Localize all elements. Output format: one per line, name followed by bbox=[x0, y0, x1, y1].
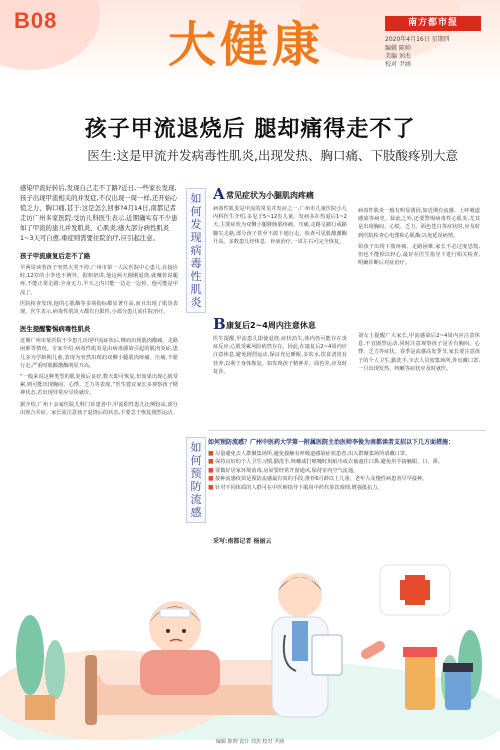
section-a-body: 病毒性肌炎是甲流的常见并发症之一,广州市儿童医院小儿内科医生介绍,多见于5~12岁儿童。发病多在热退后1~2天,主要症状为双侧小腿腓肠肌疼痛、压痛,走路呈跛行或踮脚尖走路,部分孩子甚至不敢下地行走。检查可见肌酸激酶升高。多数患儿经休息、补液治疗,一周左右可完全恢复。 bbox=[213, 206, 347, 245]
col1-paragraph: 早两周读着孩子突然大哭不停,广州市第一人民医院中心患儿,在接诊时,12岁的小李也不例外。据奶奶讲,他这两天刚刚退烧,就嚷着说腿疼,不能正常走路,全身无力,半天之内只能一边走一边停。他可能是甲流了。 bbox=[20, 265, 178, 296]
section-title: 大健康 bbox=[168, 17, 325, 73]
clipboard-icon bbox=[312, 635, 342, 675]
bullet-icon: ■ bbox=[208, 475, 214, 483]
vertical-tag-myositis: 如何发现病毒性肌炎 bbox=[186, 188, 206, 313]
medical-illustration bbox=[0, 545, 500, 740]
section-letter: B bbox=[213, 315, 226, 333]
col1-paragraph: “一般来说这种类型的肌炎预后良好,数天即可恢复,但如果出现心肌受累,则可能出现胸闷、心悸、乏力等表现。”医生建议家长多观察孩子精神状态,若出现异常应尽快就诊。 bbox=[20, 374, 178, 397]
byline: 采写:南都记者 杨丽云 bbox=[213, 538, 272, 545]
page-footer: 编辑 陈帅 设计 刘杰 校对 尹涵 bbox=[216, 739, 284, 745]
proofreader-credit: 校对 尹涵 bbox=[385, 61, 411, 68]
editor-credit: 编辑 陈帅 bbox=[385, 45, 411, 52]
section-divider bbox=[208, 430, 486, 431]
section-b-continued bbox=[358, 332, 480, 373]
col1-paragraph: 据介绍,广州十余家医院儿科门诊患者中,甲流阳性患儿比例较高,部分出现合并症。家长需注意孩子退烧后的状态,不要急于恢复剧烈运动。 bbox=[20, 401, 178, 416]
tip-item: ■ 保持良好的个人卫生习惯,勤洗手,咳嗽或打喷嚏时用纸巾或衣袖遮住口鼻,避免用手接触眼、口、鼻。 bbox=[208, 458, 444, 466]
col1-paragraph: 近期广州市某医院不少患儿出现甲流症状后,继而出现肌肉酸痛、走路困难等情况。专家介绍,病毒性肌炎是由病毒感染引起的肌肉炎症,患儿多为学龄期儿童,表现为突然出现的双侧小腿肌肉疼痛、压痛,不愿行走,严重时肌酸激酶明显升高。 bbox=[20, 338, 178, 369]
medicine-kit-icon bbox=[380, 565, 450, 615]
bullet-icon: ■ bbox=[208, 450, 214, 457]
col1-subhead-2: 医生提醒警惕病毒性肌炎 bbox=[20, 325, 91, 334]
vertical-tag-prevention: 如何预防流感 bbox=[186, 437, 206, 523]
section-b bbox=[213, 315, 347, 376]
tips-title: 如何预防流感？广州中医药大学第一附属医院主治医师李俊为南都读者支招以下几方面措施： bbox=[208, 439, 455, 446]
section-b-heading bbox=[213, 315, 347, 333]
bullet-icon: ■ bbox=[208, 466, 214, 474]
section-a-continued-p2: 如孩子出现下肢疼痛、走路困难,家长不必过度恐慌,但也不能掉以轻心,最好在医生指导下进行相关检查,明确诊断后对症治疗。 bbox=[358, 243, 480, 267]
bullet-icon: ■ bbox=[208, 483, 214, 491]
designer-credit: 美编 刘杰 bbox=[385, 53, 411, 60]
prevention-tips bbox=[208, 437, 486, 492]
issue-date: 2020年4月16日 星期四 bbox=[385, 36, 450, 43]
page-headline: 孩子甲流退烧后 腿却痛得走不了 bbox=[84, 117, 416, 142]
paper-logo: 南方都市报 bbox=[385, 16, 481, 31]
tip-item: ■ 针对不同体质的人群可在中医师指导下服用中药代茶饮调理,增强抵抗力。 bbox=[208, 483, 383, 491]
section-b-title: 康复后2~4周内注意休息 bbox=[226, 321, 316, 330]
masthead bbox=[0, 0, 500, 78]
section-b-body: 医生提醒,甲流患儿即使退烧,症状消失,体内仍可能存在炎症反应,心肌受累风险依然存在。因此,在康复后2~4周内应注意休息,避免剧烈运动,保证充足睡眠,多饮水,饮食清淡有营养,以利于身体恢复。如发现孩子精神差、面色差,应及时复诊。 bbox=[213, 336, 347, 375]
section-a bbox=[213, 185, 347, 246]
tip-item: ■ 尽量避免去人群聚集场所,避免接触有呼吸道感染症状患者,出入群聚集场所请戴口罩。 bbox=[208, 450, 411, 457]
tip-item: ■ 要做好居家环境消毒,房屋要经常开窗通风,保持室内空气流通。 bbox=[208, 466, 359, 474]
section-b-continued-body: 刘女士提醒广大家长,甲流感染后2~4周内应注意休息,不宜剧烈运动,同时注意观察孩子是否有胸闷、心悸、乏力等症状。春季是流感高发季节,家长要注意孩子的个人卫生,勤洗手,少去人员密集场所,外出戴口罩,一旦出现发热、咳嗽等症状应及时就医。 bbox=[358, 333, 480, 372]
col1-paragraph: 医院检查发现,他的心肌酶等多项指标都显著升高,而且出现了肌炎表现。医生表示,病毒性肌炎大都有自限性,小部分患儿需住院治疗。 bbox=[20, 300, 178, 316]
lead-column bbox=[20, 183, 178, 417]
section-a-heading bbox=[213, 185, 347, 203]
bullet-icon: ■ bbox=[208, 458, 214, 466]
section-letter: A bbox=[213, 185, 225, 203]
section-a-continued bbox=[358, 207, 480, 267]
page-number: B08 bbox=[14, 8, 58, 33]
section-a-title: 常见症状为小腿肌肉疼痛 bbox=[226, 191, 314, 200]
page-subheadline: 医生:这是甲流并发病毒性肌炎,出现发热、胸口痛、下肢酸疼别大意 bbox=[87, 148, 458, 163]
tip-item: ■ 接种流感疫苗是预防流感最有效的手段,推荐6月龄以上儿童、老年人及慢性病患者尽早接种。 bbox=[208, 475, 428, 483]
lead-paragraph: 感染甲流好转后,发现自己走不了路?近日,一些家长发现,孩子出现甲流相关的并发症,不仅出现一周一样,还开始心慌乏力、胸口痛,甚于:这是怎么回事?4月14日,南都记者走访广州多家医院,受访儿科医生表示,近期确实有不少患如了甲流的患儿并发肌炎、心肌炎;感大部分病性肌炎1~3天可自愈,重症则需要住院治疗,应引起注意。 bbox=[20, 184, 178, 242]
col1-subhead-1: 孩子甲流康复后走不了路 bbox=[20, 252, 91, 260]
section-a-continued-p1: 病毒性肌炎一般有明显诱因,如近期有流感、上呼吸道感染等病史。除此之外,还要警惕病毒性心肌炎,尤其是出现胸闷、心慌、乏力、面色苍白等症状时,应及时到医院检查心电图和心肌酶,以免延误病情。 bbox=[358, 208, 480, 239]
